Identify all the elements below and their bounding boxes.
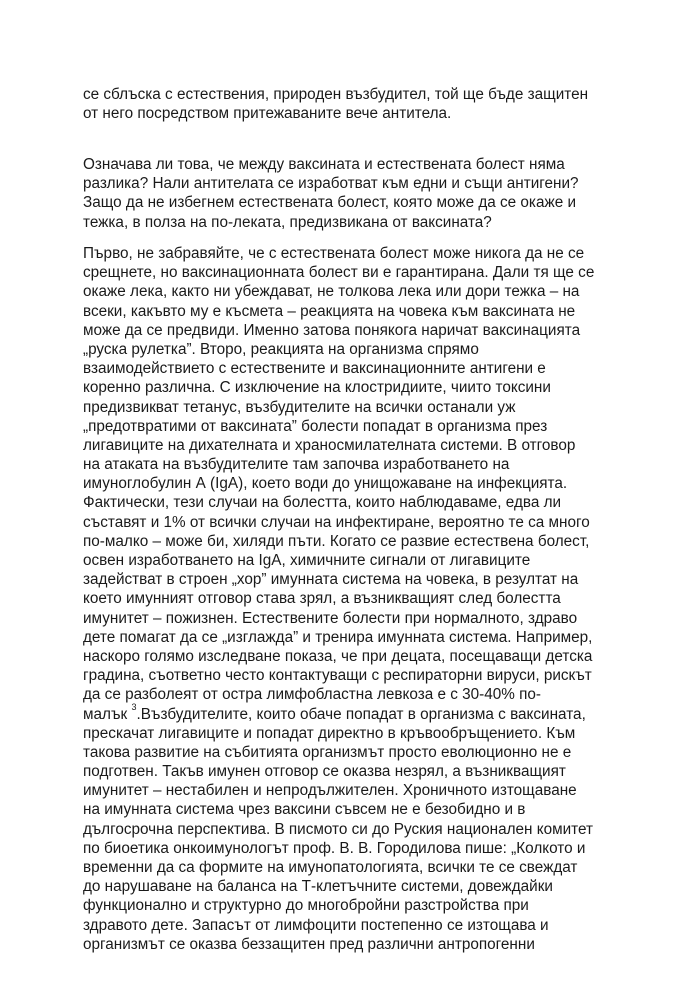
text-line: прескачат лигавиците и попадат директно в кръвообръщението. Към (83, 724, 576, 742)
footnote-reference[interactable]: 3 (131, 702, 137, 713)
text-line: задействат в строен „хор” имунната система на човека, в резултат на (83, 571, 579, 589)
text-line: по-малко – може би, хиляди пъти. Когато се развие естествена болест, (83, 532, 590, 550)
text-line: разлика? Нали антителата се изработват към едни и същи антигени? (83, 175, 579, 193)
text-line: подготвен. Такъв имунен отговор се оказва незрял, а възникващият (83, 763, 566, 781)
text-line: лигавиците на дихателната и храносмилателната системи. В отговор (83, 436, 576, 454)
text-line: Първо, не забравяйте, че с естествената болест може никога да не се (83, 245, 585, 262)
text-line: такова развитие на събитията организмът просто еволюционно не е (83, 743, 572, 761)
text-line: освен изработването на IgA, химичните сигнали от лигавиците (83, 552, 531, 569)
footnote-line (83, 702, 623, 724)
paragraph-2 (83, 155, 623, 232)
text-line: Защо да не избегнем естествената болест, която може да се окаже и (83, 194, 576, 212)
text-line: взаимодействието с естествените и ваксинационните антигени е (83, 360, 546, 378)
text-line: дългосрочна перспектива. В писмото си до Руския национален комитет (83, 820, 594, 838)
text-line: съставят и 1% от всички случаи на инфектиране, вероятно те са много (83, 513, 590, 531)
text-line: градина, съответно често контактуващи с респираторни вируси, рискът (83, 667, 592, 685)
text-line: имунитет – пожизнен. Естествените болести при нормалното, здраво (83, 609, 578, 627)
text-line: коренно различна. С изключение на клостридиите, чиито токсини (83, 379, 551, 397)
text-line: по биоетика онкоимунологът проф. В. В. Городилова пише: „Колкото и (83, 839, 586, 857)
text-line: Означава ли това, че между ваксината и естествената болест няма (83, 156, 565, 173)
text-line: всеки, какъвто му е късмета – реакцията на човека към ваксината не (83, 302, 576, 320)
text-line: на имунната система чрез ваксини съвсем не е безобидно и в (83, 801, 526, 819)
footnote-line-start: малък (83, 705, 132, 723)
text-line: да се разболеят от остра лимфобластна левкоза е с 30-40% по- (83, 686, 542, 704)
text-line: функционално и структурно до многобройни разстройства при (83, 897, 529, 915)
text-line: дете помагат да се „изглажда” и тренира имунната система. Например, (83, 628, 593, 646)
text-line: тежка, в полза на по-леката, предизвикана от ваксината? (83, 213, 492, 231)
text-line: наскоро голямо изследване показа, че при децата, посещаващи детска (83, 647, 593, 665)
text-line: имунитет – нестабилен и непродължителен. Хроничното изтощаване (83, 782, 577, 800)
text-line: срещнете, но ваксинационната болест ви е гарантирана. Дали тя ще се (83, 264, 595, 282)
text-line: до нарушаване на баланса на Т-клетъчните системи, довеждайки (83, 878, 553, 896)
text-line: организмът се оказва беззащитен пред различни антропогенни (83, 935, 535, 953)
text-line: „руска рулетка”. Второ, реакцията на организма спрямо (83, 340, 479, 358)
text-line: „предотвратими от ваксината” болести попадат в организма през (83, 417, 548, 435)
text-line: Фактически, тези случаи на болестта, които наблюдаваме, едва ли (83, 494, 562, 512)
text-line: предизвикват тетанус, възбудителите на всички останали уж (83, 398, 516, 416)
footnote-line-end: .Възбудителите, които обаче попадат в организма с ваксината, (136, 705, 586, 723)
text-line: здравото дете. Запасът от лимфоцити постепенно се изтощава и (83, 916, 549, 934)
text-line: имуноглобулин А (IgA), което води до унищожаване на инфекцията. (83, 475, 568, 493)
text-line: временни да са формите на имунопатологията, всички те се свеждат (83, 859, 578, 876)
paragraph-1 (83, 85, 623, 123)
text-line: може да се предвиди. Именно затова понякога наричат ваксинацията (83, 321, 581, 339)
text-line: окаже лека, както ни убеждават, не толкова лека или дори тежка – на (83, 283, 580, 301)
text-line: което имунният отговор става зрял, а възникващият след болестта (83, 590, 561, 608)
text-line: на атаката на възбудителите там започва изработването на (83, 456, 510, 474)
text-line: се сблъска с естествения, природен възбудител, той ще бъде защитен (83, 86, 589, 103)
paragraph-3 (83, 244, 623, 954)
text-line: от него посредством притежаваните вече антитела. (83, 105, 452, 123)
